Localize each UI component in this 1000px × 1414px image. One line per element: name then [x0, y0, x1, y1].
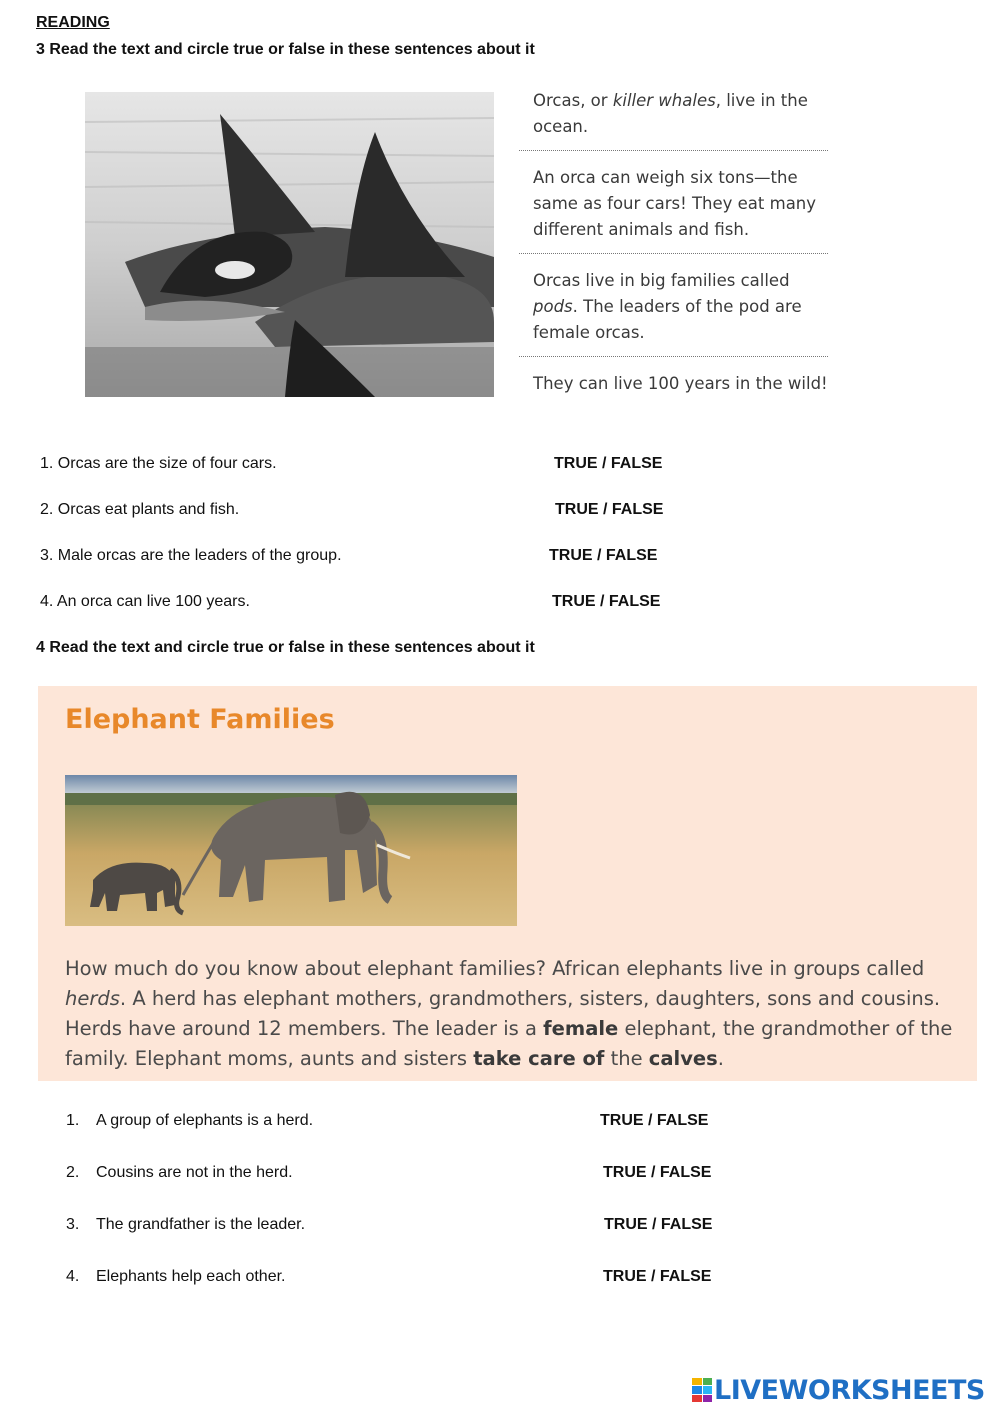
logo-text: LIVEWORKSHEETS [714, 1374, 985, 1406]
orca-question-1: 1. Orcas are the size of four cars. [40, 455, 277, 472]
logo-tiles-icon [692, 1378, 712, 1402]
elephant-answer-1[interactable]: TRUE / FALSE [600, 1112, 709, 1129]
elephant-question-4: Elephants help each other. [96, 1268, 286, 1285]
elephant-photo [65, 775, 517, 926]
orca-question-3: 3. Male orcas are the leaders of the group. [40, 547, 342, 564]
elephant-question-2: Cousins are not in the herd. [96, 1164, 293, 1181]
elephant-question-number: 2. [66, 1164, 80, 1181]
elephant-title: Elephant Families [65, 704, 335, 735]
elephant-question-number: 1. [66, 1112, 80, 1129]
orca-answer-1[interactable]: TRUE / FALSE [554, 455, 663, 472]
orca-question-2: 2. Orcas eat plants and fish. [40, 501, 240, 518]
orca-answer-3[interactable]: TRUE / FALSE [549, 547, 658, 564]
elephant-reading-panel [38, 686, 977, 1081]
orca-photo [85, 92, 494, 397]
elephant-question-3: The grandfather is the leader. [96, 1216, 306, 1233]
section4-instruction: 4 Read the text and circle true or false in these sentences about it [36, 639, 535, 656]
orca-paragraph: They can live 100 years in the wild! [533, 374, 828, 393]
orca-answer-4[interactable]: TRUE / FALSE [552, 593, 661, 610]
elephant-question-number: 3. [66, 1216, 80, 1233]
section3-instruction: 3 Read the text and circle true or false in these sentences about it [36, 41, 535, 58]
elephant-question-number: 4. [66, 1268, 80, 1285]
orca-paragraph: Orcas live in big families called pods. The leaders of the pod are female orcas. [519, 266, 828, 357]
elephant-answer-4[interactable]: TRUE / FALSE [603, 1268, 712, 1285]
orca-paragraph: Orcas, or killer whales, live in the ocean. [519, 86, 828, 151]
liveworksheets-logo [692, 1374, 985, 1406]
orca-answer-2[interactable]: TRUE / FALSE [555, 501, 664, 518]
elephant-question-1: A group of elephants is a herd. [96, 1112, 314, 1129]
orca-text-panel [519, 86, 828, 419]
orca-question-4: 4. An orca can live 100 years. [40, 593, 250, 610]
elephant-answer-2[interactable]: TRUE / FALSE [603, 1164, 712, 1181]
page-heading: READING [36, 14, 110, 31]
elephant-answer-3[interactable]: TRUE / FALSE [604, 1216, 713, 1233]
elephant-passage: How much do you know about elephant families? African elephants live in groups called herds. A herd has elephant mothers, grandmothers, sisters, daughters, sons and cousins. Herds have around 12 members. The leader is a female elephant, the grandmother of the family. Elephant moms, aunts and sisters take care of the calves. [65, 957, 953, 1070]
orca-paragraph: An orca can weigh six tons—the same as four cars! They eat many different animals and fish. [519, 163, 828, 254]
